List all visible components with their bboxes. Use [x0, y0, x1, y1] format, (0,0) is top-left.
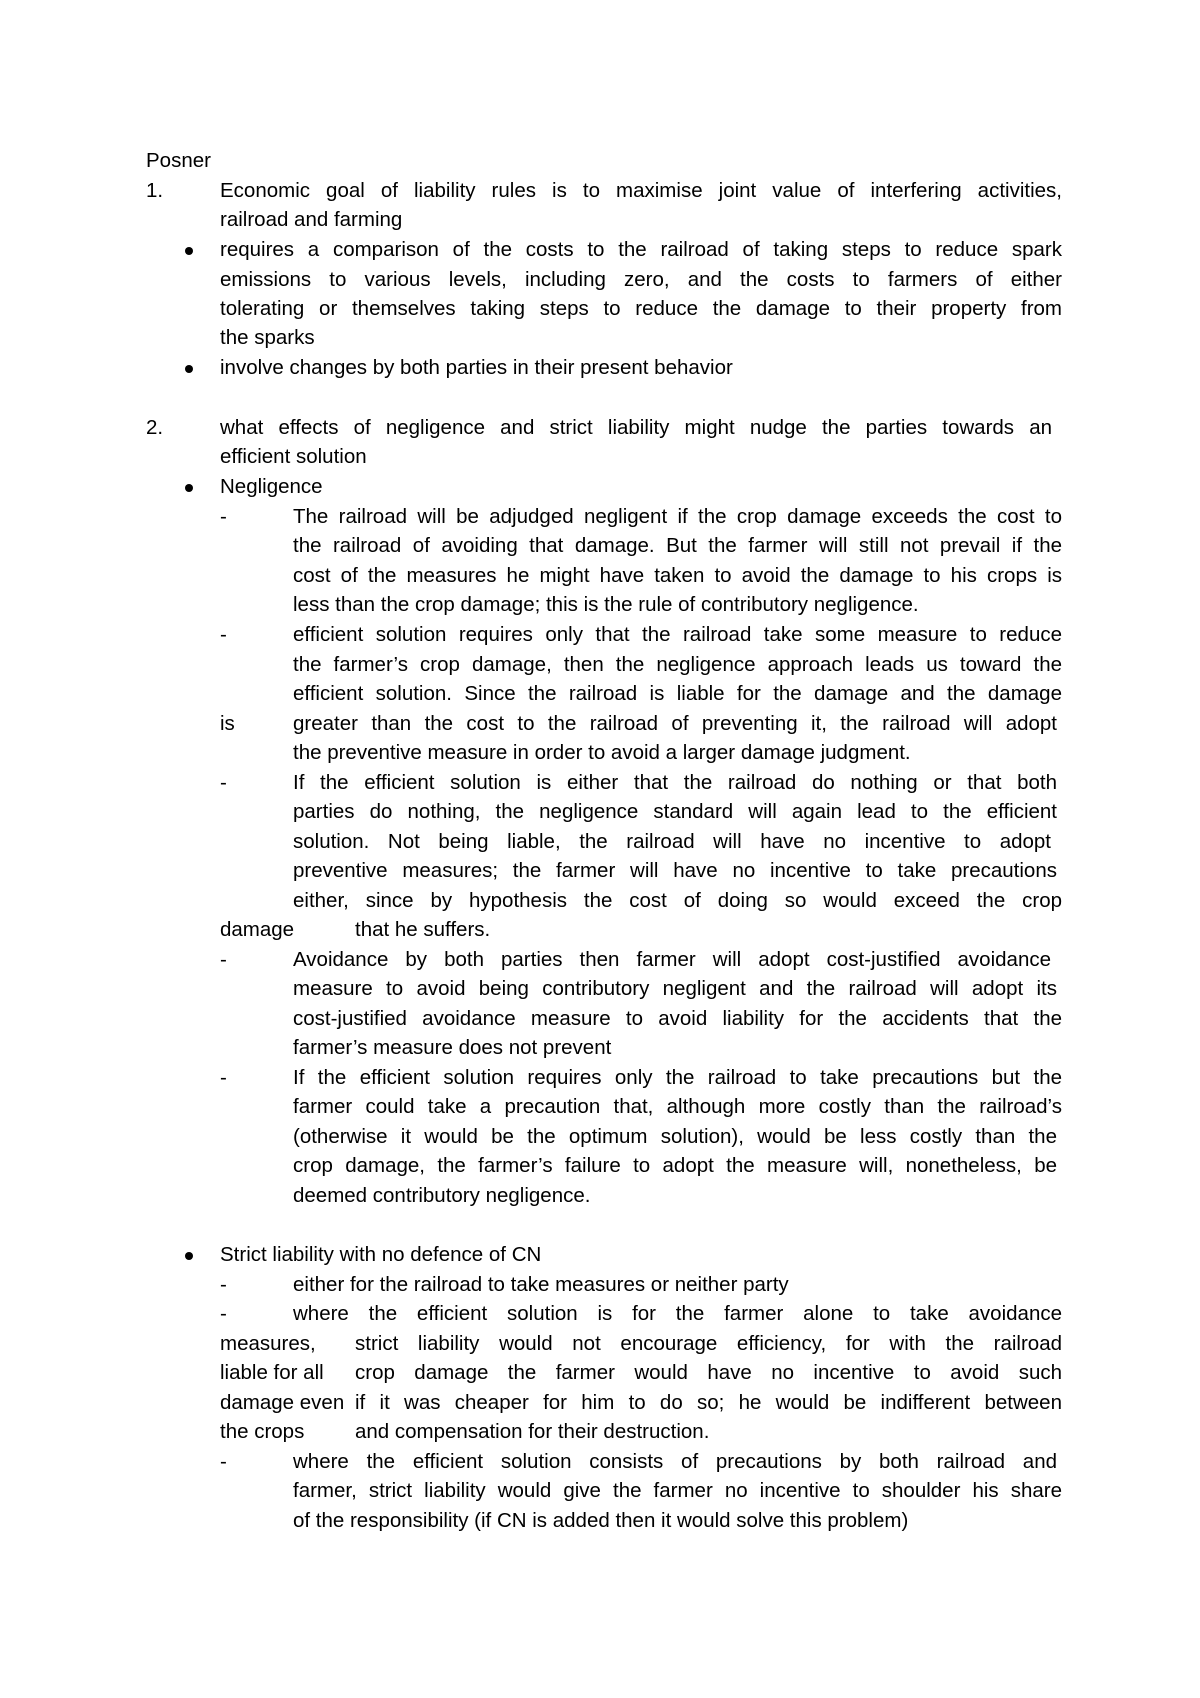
neg-d3-margin-word: damage: [220, 918, 295, 941]
neg-d2-line-4: greater than the cost to the railroad of preventing it, the railroad will adopt: [293, 712, 1057, 735]
neg-d4-line-2: measure to avoid being contributory negligent and the railroad will adopt its: [293, 977, 1057, 1000]
document-title: Posner: [146, 149, 211, 172]
bullet-icon: [185, 1252, 193, 1260]
s1-bullet-1-line-2: emissions to various levels, including zero, and the costs to farmers of either: [220, 268, 1062, 291]
strict-d2-line-1: where the efficient solution is for the farmer alone to take avoidance: [293, 1302, 1062, 1325]
s1-bullet-1-line-4: the sparks: [220, 326, 315, 349]
dash-marker: -: [220, 771, 227, 794]
section-1-heading-line-2: railroad and farming: [220, 208, 403, 231]
strict-d2-margin-3: damage even: [220, 1391, 345, 1414]
negligence-label: Negligence: [220, 475, 323, 498]
section-2-number: 2.: [146, 416, 164, 439]
strict-d3-line-3: of the responsibility (if CN is added then it would solve this problem): [293, 1509, 909, 1532]
neg-d3-line-2: parties do nothing, the negligence standard will again lead to the efficient: [293, 800, 1057, 823]
neg-d4-line-4: farmer’s measure does not prevent: [293, 1036, 612, 1059]
strict-d2-margin-4: the crops: [220, 1420, 305, 1443]
s1-bullet-1-line-3: tolerating or themselves taking steps to reduce the damage to their property from: [220, 297, 1062, 320]
neg-d2-line-2: the farmer’s crop damage, then the negligence approach leads us toward the: [293, 653, 1062, 676]
strict-d2-line-4: if it was cheaper for him to do so; he would be indifferent between: [355, 1391, 1062, 1414]
neg-d5-line-5: deemed contributory negligence.: [293, 1184, 591, 1207]
dash-marker: -: [220, 1302, 227, 1325]
bullet-icon: [185, 365, 193, 373]
neg-d3-line-3: solution. Not being liable, the railroad will have no incentive to adopt: [293, 830, 1051, 853]
neg-d5-line-4: crop damage, the farmer’s failure to adopt the measure will, nonetheless, be: [293, 1154, 1057, 1177]
dash-marker: -: [220, 505, 227, 528]
section-2-heading-line-1: what effects of negligence and strict liability might nudge the parties towards an: [220, 416, 1052, 439]
section-1-heading-line-1: Economic goal of liability rules is to maximise joint value of interfering activities,: [220, 179, 1062, 202]
neg-d3-line-5: either, since by hypothesis the cost of doing so would exceed the crop: [293, 889, 1062, 912]
strict-d2-margin-1: measures,: [220, 1332, 316, 1355]
neg-d5-line-3: (otherwise it would be the optimum solution), would be less costly than the: [293, 1125, 1057, 1148]
dash-marker: -: [220, 948, 227, 971]
strict-d2-line-5: and compensation for their destruction.: [355, 1420, 710, 1443]
s1-bullet-1-line-1: requires a comparison of the costs to the railroad of taking steps to reduce spark: [220, 238, 1062, 261]
strict-d2-line-3: crop damage the farmer would have no incentive to avoid such: [355, 1361, 1062, 1384]
dash-marker: -: [220, 1450, 227, 1473]
neg-d4-line-3: cost-justified avoidance measure to avoid liability for the accidents that the: [293, 1007, 1062, 1030]
bullet-icon: [185, 484, 193, 492]
strict-d2-margin-2: liable for all: [220, 1361, 324, 1384]
s1-bullet-2: involve changes by both parties in their present behavior: [220, 356, 733, 379]
strict-d2-line-2: strict liability would not encourage efficiency, for with the railroad: [355, 1332, 1062, 1355]
dash-marker: -: [220, 1273, 227, 1296]
neg-d2-margin-word: is: [220, 712, 235, 735]
neg-d2-line-3: efficient solution. Since the railroad is liable for the damage and the damage: [293, 682, 1062, 705]
neg-d2-line-5: the preventive measure in order to avoid a larger damage judgment.: [293, 741, 911, 764]
strict-d3-line-1: where the efficient solution consists of precautions by both railroad and: [293, 1450, 1057, 1473]
neg-d1-line-3: cost of the measures he might have taken to avoid the damage to his crops is: [293, 564, 1062, 587]
neg-d2-line-1: efficient solution requires only that the railroad take some measure to reduce: [293, 623, 1062, 646]
neg-d3-line-4: preventive measures; the farmer will have no incentive to take precautions: [293, 859, 1057, 882]
dash-marker: -: [220, 1066, 227, 1089]
strict-d1: either for the railroad to take measures or neither party: [293, 1273, 789, 1296]
neg-d1-line-4: less than the crop damage; this is the rule of contributory negligence.: [293, 593, 919, 616]
bullet-icon: [185, 247, 193, 255]
neg-d4-line-1: Avoidance by both parties then farmer will adopt cost-justified avoidance: [293, 948, 1051, 971]
section-2-heading-line-2: efficient solution: [220, 445, 367, 468]
neg-d3-line-6: that he suffers.: [355, 918, 491, 941]
section-1-number: 1.: [146, 179, 164, 202]
strict-liability-label: Strict liability with no defence of CN: [220, 1243, 542, 1266]
neg-d3-line-1: If the efficient solution is either that the railroad do nothing or that both: [293, 771, 1057, 794]
neg-d5-line-1: If the efficient solution requires only the railroad to take precautions but the: [293, 1066, 1062, 1089]
strict-d3-line-2: farmer, strict liability would give the farmer no incentive to shoulder his share: [293, 1479, 1062, 1502]
neg-d1-line-1: The railroad will be adjudged negligent if the crop damage exceeds the cost to: [293, 505, 1062, 528]
neg-d5-line-2: farmer could take a precaution that, although more costly than the railroad’s: [293, 1095, 1062, 1118]
dash-marker: -: [220, 623, 227, 646]
neg-d1-line-2: the railroad of avoiding that damage. But the farmer will still not prevail if the: [293, 534, 1062, 557]
